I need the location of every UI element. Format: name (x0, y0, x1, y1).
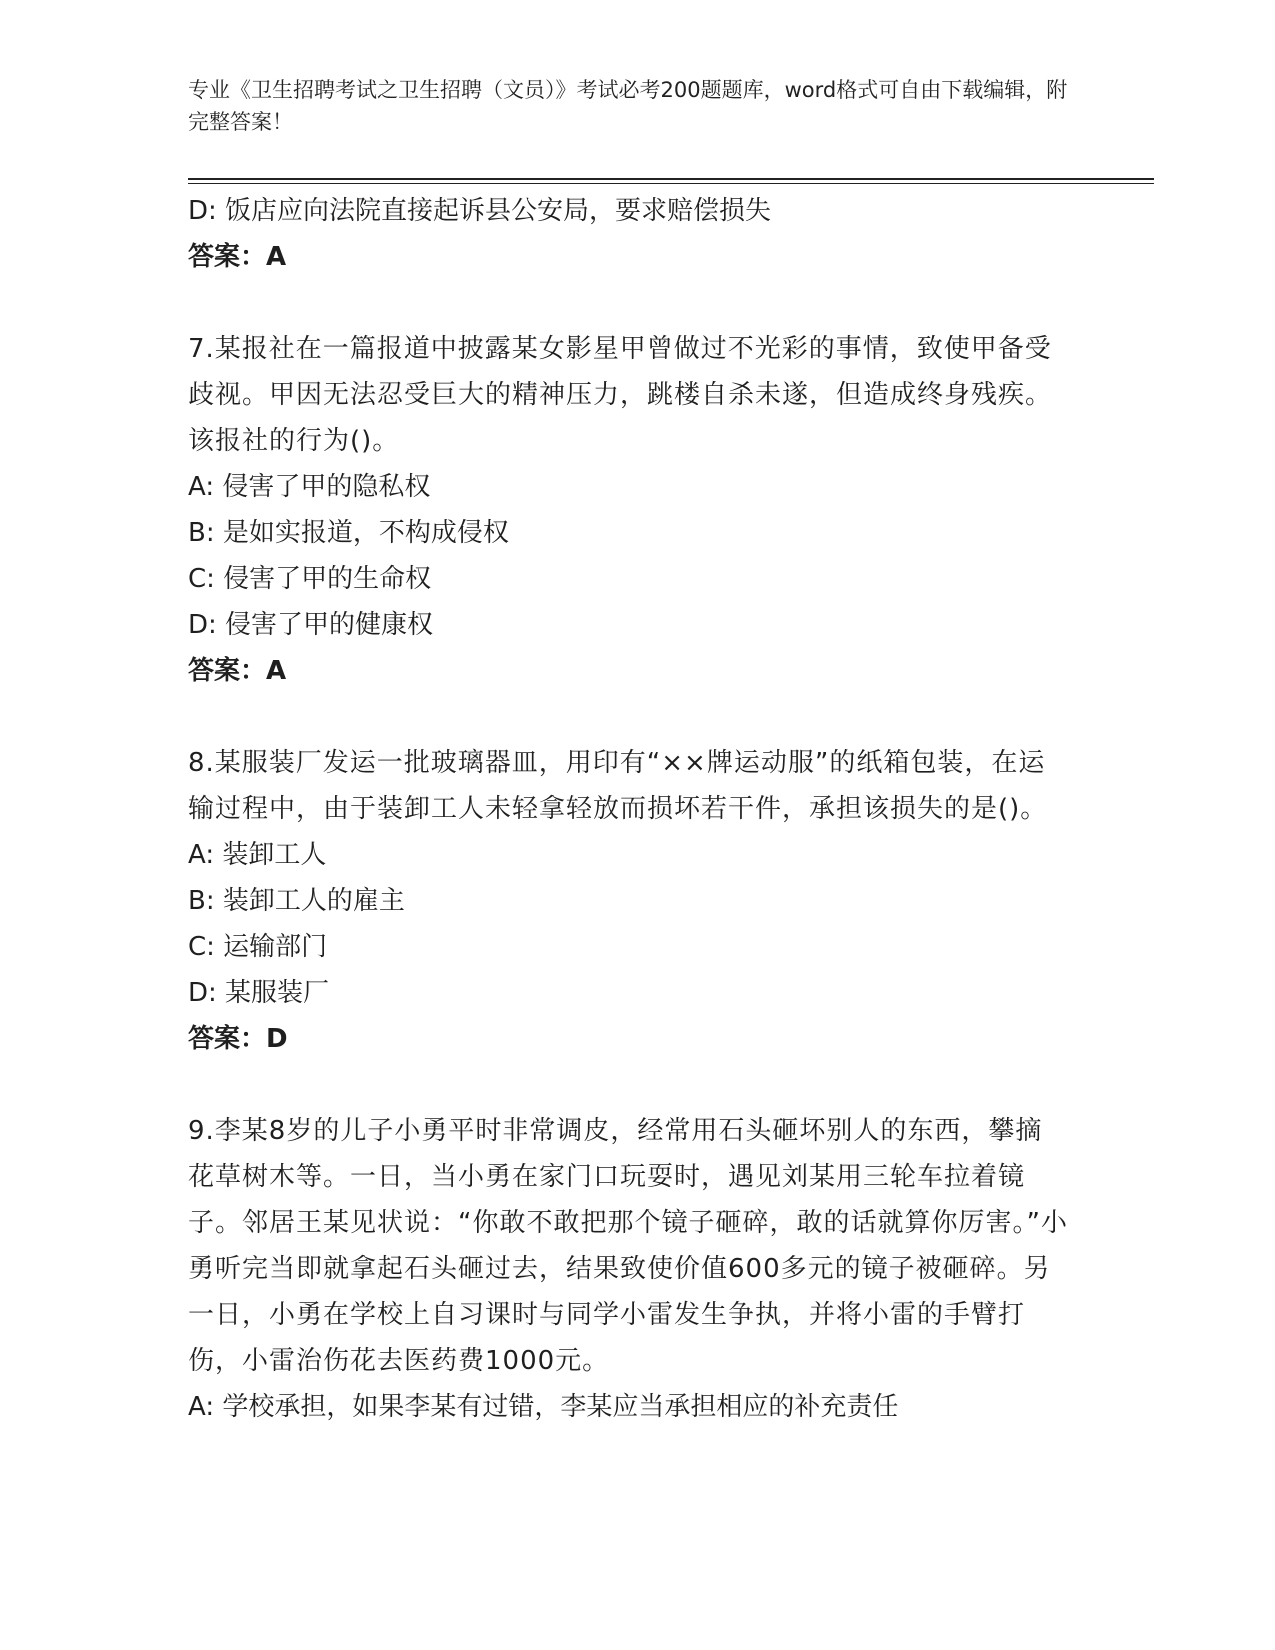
question-7-option-a: A: 侵害了甲的隐私权 (188, 472, 431, 502)
question-8-option-b: B: 装卸工人的雇主 (188, 886, 405, 916)
question-8-stem: 8.某服装厂发运一批玻璃器皿，用印有“××牌运动服”的纸箱包装，在运输过程中，由于装卸工人未轻拿轻放而损坏若干件，承担该损失的是()。 (188, 748, 1048, 824)
prev-answer: 答案：A (188, 242, 287, 272)
header-divider-thin (188, 183, 1154, 184)
prev-option-d: D: 饭店应向法院直接起诉县公安局，要求赔偿损失 (188, 196, 772, 226)
question-9-stem: 9.李某8岁的儿子小勇平时非常调皮，经常用石头砸坏别人的东西，攀摘花草树木等。一日，当小勇在家门口玩耍时，遇见刘某用三轮车拉着镜子。邻居王某见状说：“你敢不敢把那个镜子砸碎，敢的话就算你厉害。”小勇听完当即就拿起石头砸过去，结果致使价值600多元的镜子被砸碎。另一日，小勇在学校上自习课时与同学小雷发生争执，并将小雷的手臂打伤，小雷治伤花去医药费1000元。 (188, 1116, 1068, 1376)
spacer (188, 280, 1068, 326)
question-8 (188, 740, 1068, 1062)
question-7-answer: 答案：A (188, 656, 287, 686)
page-header: 专业《卫生招聘考试之卫生招聘（文员）》考试必考200题题库，word格式可自由下载编辑，附完整答案！ (188, 78, 1068, 134)
header-divider-thick (188, 178, 1154, 180)
question-8-option-a: A: 装卸工人 (188, 840, 327, 870)
spacer (188, 1062, 1068, 1108)
question-9-option-a: A: 学校承担，如果李某有过错，李某应当承担相应的补充责任 (188, 1392, 899, 1422)
question-7-option-d: D: 侵害了甲的健康权 (188, 610, 434, 640)
question-7-option-b: B: 是如实报道，不构成侵权 (188, 518, 509, 548)
question-8-option-c: C: 运输部门 (188, 932, 328, 962)
question-8-option-d: D: 某服装厂 (188, 978, 330, 1008)
question-9 (188, 1108, 1068, 1430)
question-content (188, 188, 1068, 1430)
question-7-stem: 7.某报社在一篇报道中披露某女影星甲曾做过不光彩的事情，致使甲备受歧视。甲因无法忍受巨大的精神压力，跳楼自杀未遂，但造成终身残疾。该报社的行为()。 (188, 334, 1053, 456)
question-7 (188, 326, 1068, 694)
spacer (188, 694, 1068, 740)
question-8-answer: 答案：D (188, 1024, 288, 1054)
question-7-option-c: C: 侵害了甲的生命权 (188, 564, 432, 594)
